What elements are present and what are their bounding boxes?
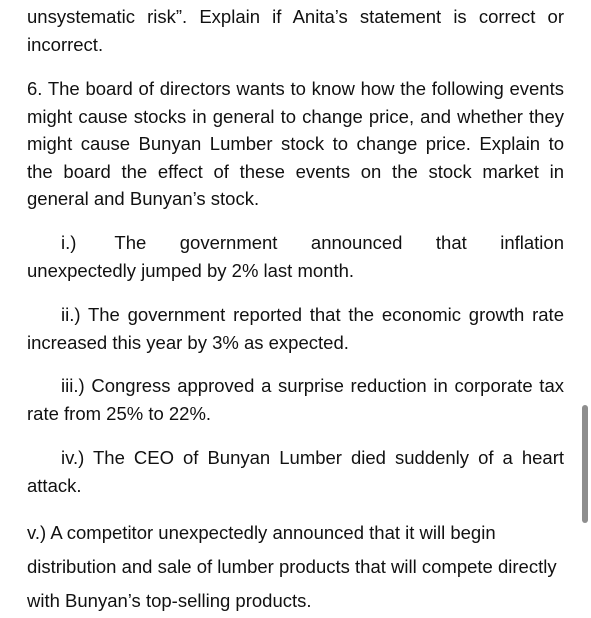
list-item-v <box>27 516 564 618</box>
vertical-scrollbar[interactable] <box>582 405 588 523</box>
item-text-ii: The government reported that the economic growth rate increased this year by 3% as expected. <box>27 304 564 353</box>
list-item-i <box>27 229 564 284</box>
item-label-i: i.) <box>61 232 77 253</box>
item-text-iii: Congress approved a surprise reduction in corporate tax rate from 25% to 22%. <box>27 375 564 424</box>
item-text-v: A competitor unexpectedly announced that it will begin distribution and sale of lumber products that will compete directly with Bunyan’s top-selling products. <box>27 522 557 611</box>
item-text-iv: The CEO of Bunyan Lumber died suddenly of a heart attack. <box>27 447 565 496</box>
item-label-ii: ii.) <box>61 304 81 325</box>
question-6-paragraph: 6. The board of directors wants to know how the following events might cause stocks in general to change price, and whether they might cause Bunyan Lumber stock to change price. Explain to the board the effect of these events on the stock market in general and Bunyan’s stock. <box>27 78 564 209</box>
item-label-v: v.) <box>27 522 47 543</box>
item-label-iii: iii.) <box>61 375 85 396</box>
list-item-iv <box>27 444 564 499</box>
list-item-ii <box>27 301 564 356</box>
list-item-iii <box>27 372 564 427</box>
paragraph-anita-statement: unsystematic risk”. Explain if Anita’s statement is correct or incorrect. <box>27 6 564 55</box>
item-label-iv: iv.) <box>61 447 85 468</box>
item-text-i: The government announced that inflation unexpectedly jumped by 2% last month. <box>27 232 564 281</box>
